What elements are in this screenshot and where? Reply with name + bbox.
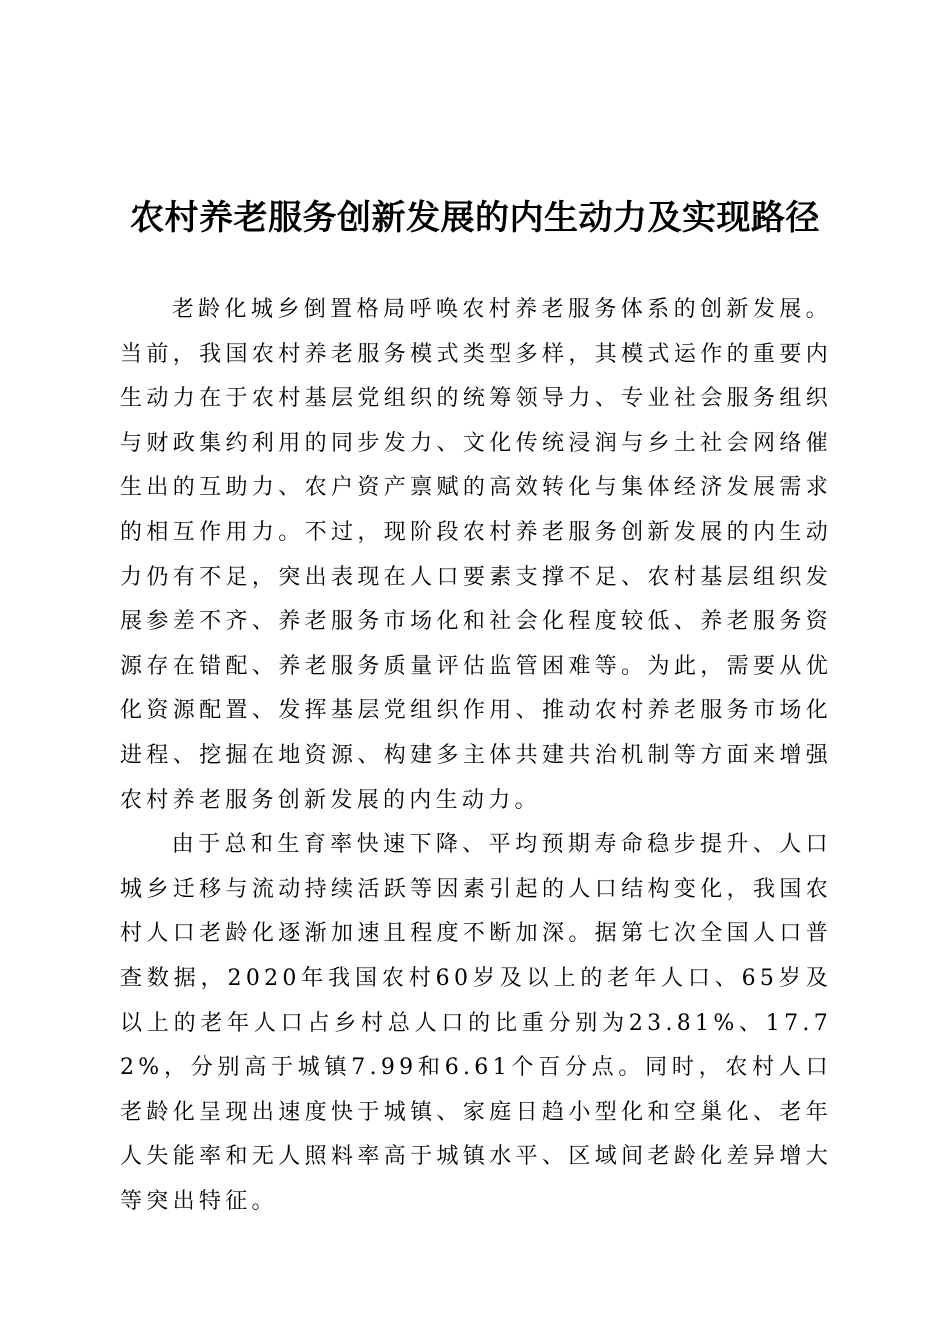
body-paragraph: 由于总和生育率快速下降、平均预期寿命稳步提升、人口城乡迁移与流动持续活跃等因素引起的人口结构变化，我国农村人口老龄化逐渐加速且程度不断加深。据第七次全国人口普查数据，2020年我国农村60岁及以上的老年人口、65岁及以上的老年人口占乡村总人口的比重分别为23.81%、17.72%，分别高于城镇7.99和6.61个百分点。同时，农村人口老龄化呈现出速度快于城镇、家庭日趋小型化和空巢化、老年人失能率和无人照料率高于城镇水平、区域间老龄化差异增大等突出特征。	[120, 832, 832, 1214]
document-body	[120, 288, 832, 1224]
document-title: 农村养老服务创新发展的内生动力及实现路径	[130, 198, 820, 238]
body-paragraph: 老龄化城乡倒置格局呼唤农村养老服务体系的创新发展。当前，我国农村养老服务模式类型多样，其模式运作的重要内生动力在于农村基层党组织的统筹领导力、专业社会服务组织与财政集约利用的同步发力、文化传统浸润与乡土社会网络催生出的互助力、农户资产禀赋的高效转化与集体经济发展需求的相互作用力。不过，现阶段农村养老服务创新发展的内生动力仍有不足，突出表现在人口要素支撑不足、农村基层组织发展参差不齐、养老服务市场化和社会化程度较低、养老服务资源存在错配、养老服务质量评估监管困难等。为此，需要从优化资源配置、发挥基层党组织作用、推动农村养老服务市场化进程、挖掘在地资源、构建多主体共建共治机制等方面来增强农村养老服务创新发展的内生动力。	[120, 297, 832, 813]
